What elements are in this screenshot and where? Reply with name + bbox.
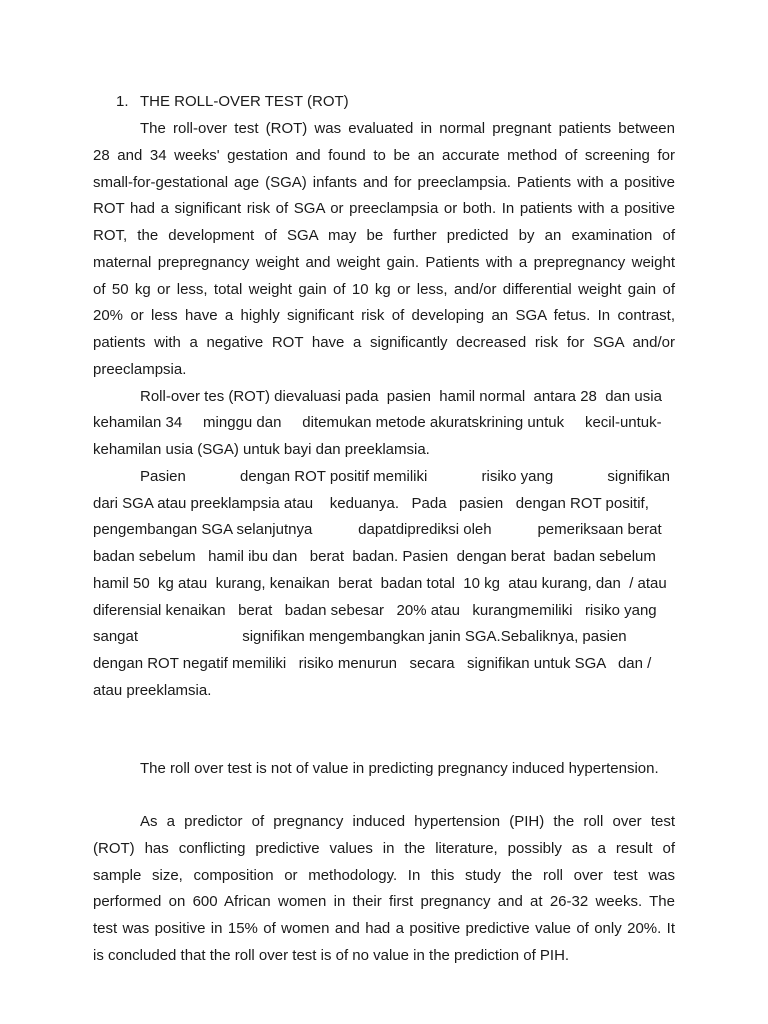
text-line: performed on 600 African women in their first pregnancy and at 26-32 weeks. The — [93, 893, 675, 911]
paragraph-rot-not-predictive — [93, 756, 675, 783]
section-heading — [116, 92, 349, 112]
paragraph-rot-pih-study — [93, 809, 675, 970]
text-line: 20% or less have a highly significant risk of developing an SGA fetus. In contrast, — [93, 307, 675, 325]
paragraph-rot-indonesian-2 — [93, 464, 675, 705]
section-title: THE ROLL-OVER TEST (ROT) — [140, 93, 349, 110]
text-line: kehamilan 34 minggu dan ditemukan metode akuratskrining untuk kecil-untuk- — [93, 414, 662, 432]
text-line: hamil 50 kg atau kurang, kenaikan berat badan total 10 kg atau kurang, dan / atau — [93, 574, 667, 592]
text-line: 28 and 34 weeks' gestation and found to be an accurate method of screening for — [93, 146, 675, 164]
paragraph-rot-indonesian-1 — [93, 384, 675, 464]
text-line: (ROT) has conflicting predictive values in the literature, possibly as a result of — [93, 839, 675, 857]
text-line: test was positive in 15% of women and had a positive predictive value of only 20%. It — [93, 920, 675, 937]
text-line: small-for-gestational age (SGA) infants and for preeclampsia. Patients with a positive — [93, 173, 675, 191]
text-line: badan sebelum hamil ibu dan berat badan. Pasien dengan berat badan sebelum — [93, 548, 656, 565]
text-line: As a predictor of pregnancy induced hypertension (PIH) the roll over test — [140, 813, 675, 830]
text-line: patients with a negative ROT have a significantly decreased risk for SGA and/or — [93, 334, 675, 351]
text-line: sample size, composition or methodology. In this study the roll over test was — [93, 866, 675, 884]
text-line: kehamilan usia (SGA) untuk bayi dan preeklamsia. — [93, 441, 430, 458]
text-line: sangat signifikan mengembangkan janin SGA.Sebaliknya, pasien — [93, 628, 627, 646]
text-line: ROT had a significant risk of SGA or preeclampsia or both. In patients with a positive — [93, 200, 675, 218]
text-line: maternal prepregnancy weight and weight gain. Patients with a prepregnancy weight — [93, 253, 675, 271]
paragraph-rot-english — [93, 116, 675, 384]
text-line: is concluded that the roll over test is of no value in the prediction of PIH. — [93, 946, 570, 964]
text-line: dari SGA atau preeklampsia atau keduanya. Pada pasien dengan ROT positif, — [93, 494, 649, 512]
text-line: pengembangan SGA selanjutnya dapatdiprediksi oleh pemeriksaan berat — [93, 521, 662, 539]
text-line: dengan ROT negatif memiliki risiko menurun secara signifikan untuk SGA dan / — [93, 655, 652, 672]
text-line: preeclampsia. — [93, 360, 187, 378]
text-line: Roll-over tes (ROT) dievaluasi pada pasien hamil normal antara 28 dan usia — [140, 387, 662, 405]
text-line: atau preeklamsia. — [93, 681, 212, 699]
section-number: 1. — [116, 93, 129, 110]
text-line: of 50 kg or less, total weight gain of 10 kg or less, and/or differential weight gain of — [93, 280, 675, 298]
text-line: ROT, the development of SGA may be further predicted by an examination of — [93, 227, 675, 244]
text-line: diferensial kenaikan berat badan sebesar 20% atau kurangmemiliki risiko yang — [93, 601, 657, 619]
text-line: The roll over test is not of value in predicting pregnancy induced hypertension. — [140, 760, 659, 777]
text-line: The roll-over test (ROT) was evaluated in normal pregnant patients between — [140, 120, 675, 137]
text-line: Pasien dengan ROT positif memiliki risiko yang signifikan — [140, 467, 670, 485]
